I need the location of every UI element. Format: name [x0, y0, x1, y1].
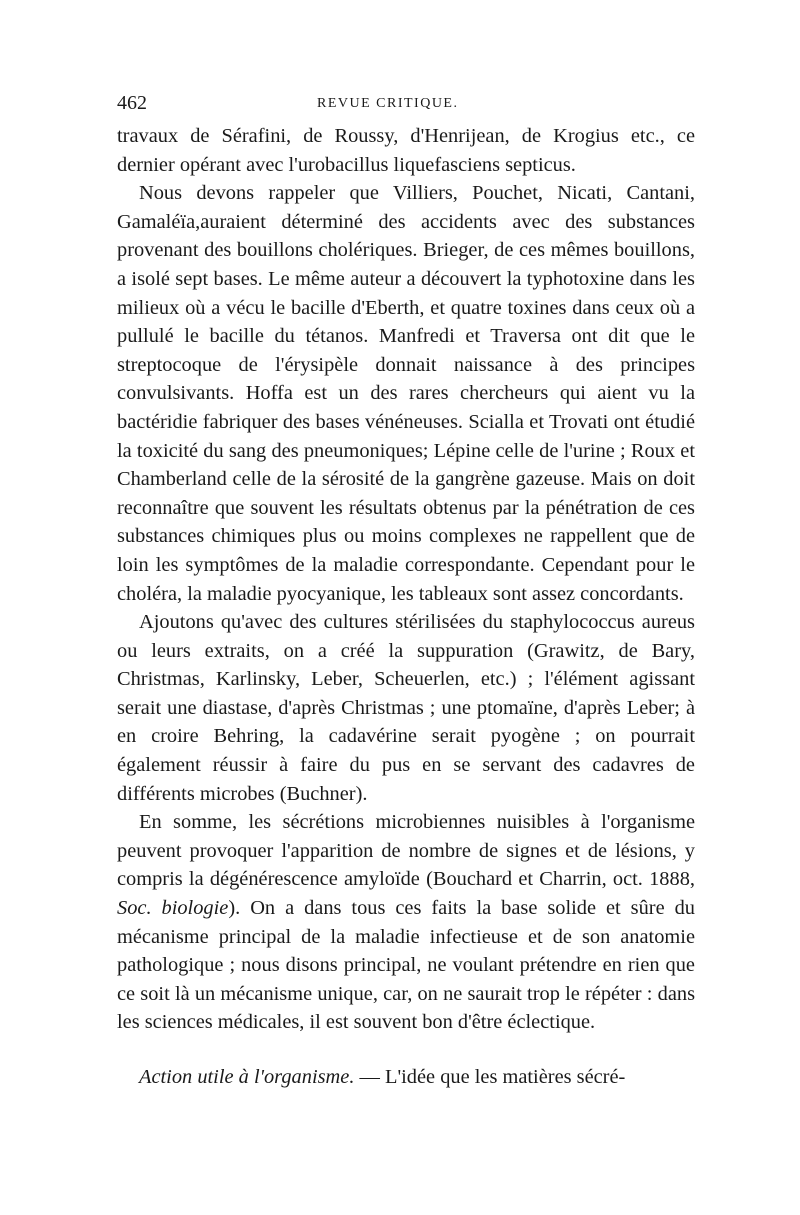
section-start	[117, 1063, 695, 1092]
section-title: Action utile à l'organisme.	[139, 1066, 355, 1088]
running-head: REVUE CRITIQUE.	[317, 96, 459, 111]
summary-text-after: ). On a dans tous ces faits la base solide et sûre du mécanisme principal de la maladie infectieuse et de son anatomie pathologique ; nous disons principal, ne voulant prétendre en rien que ce soit là un mécanisme unique, car, on ne saurait trop le répéter : dans les sciences médicales, il est souvent bon d'être éclectique.	[117, 897, 695, 1034]
summary-citation-italic: Soc. biologie	[117, 897, 229, 920]
book-page	[117, 92, 695, 1092]
body-text	[117, 122, 695, 1037]
summary-text-before: En somme, les sécrétions microbiennes nuisibles à l'organisme peuvent provoquer l'apparition de nombre de signes et de lésions, y compris la dégénérescence amyloïde (Bouchard et Charrin, oct. 1888,	[117, 811, 695, 891]
page-number: 462	[117, 92, 147, 114]
paragraph-summary	[117, 808, 695, 1037]
section-text: — L'idée que les matières sécré-	[354, 1066, 626, 1088]
page-header	[117, 92, 695, 122]
paragraph-suppuration: Ajoutons qu'avec des cultures stérilisées du staphylococcus aureus ou leurs extraits, on a créé la suppuration (Grawitz, de Bary, Christmas, Karlinsky, Leber, Scheuerlen, etc.) ; l'élément agissant serait une diastase, d'après Christmas ; une ptomaïne, d'après Leber; à en croire Behring, la cadavérine serait pyogène ; on pourrait également réussir à faire du pus en se servant des cadavres de différents microbes (Buchner).	[117, 611, 695, 805]
paragraph-continuation: travaux de Sérafini, de Roussy, d'Henrijean, de Krogius etc., ce dernier opérant avec l'urobacillus liquefasciens septicus.	[117, 125, 695, 176]
paragraph-toxins: Nous devons rappeler que Villiers, Pouchet, Nicati, Cantani, Gamaléïa,auraient déterminé des accidents avec des substances provenant des bouillons cholériques. Brieger, de ces mêmes bouillons, a isolé sept bases. Le même auteur a découvert la typhotoxine dans les milieux où a vécu le bacille d'Eberth, et quatre toxines dans ceux où a pullulé le bacille du tétanos. Manfredi et Traversa ont dit que le streptocoque de l'érysipèle donnait naissance à des principes convulsivants. Hoffa est un des rares chercheurs qui aient vu la bactéridie fabriquer des bases vénéneuses. Scialla et Trovati ont étudié la toxicité du sang des pneumoniques; Lépine celle de l'urine ; Roux et Chamberland celle de la sérosité de la gangrène gazeuse. Mais on doit reconnaître que souvent les résultats obtenus par la pénétration de ces substances chimiques plus ou moins complexes ne rappellent que de loin les symptômes de la maladie correspondante. Cependant pour le choléra, la maladie pyocyanique, les tableaux sont assez concordants.	[117, 182, 695, 605]
